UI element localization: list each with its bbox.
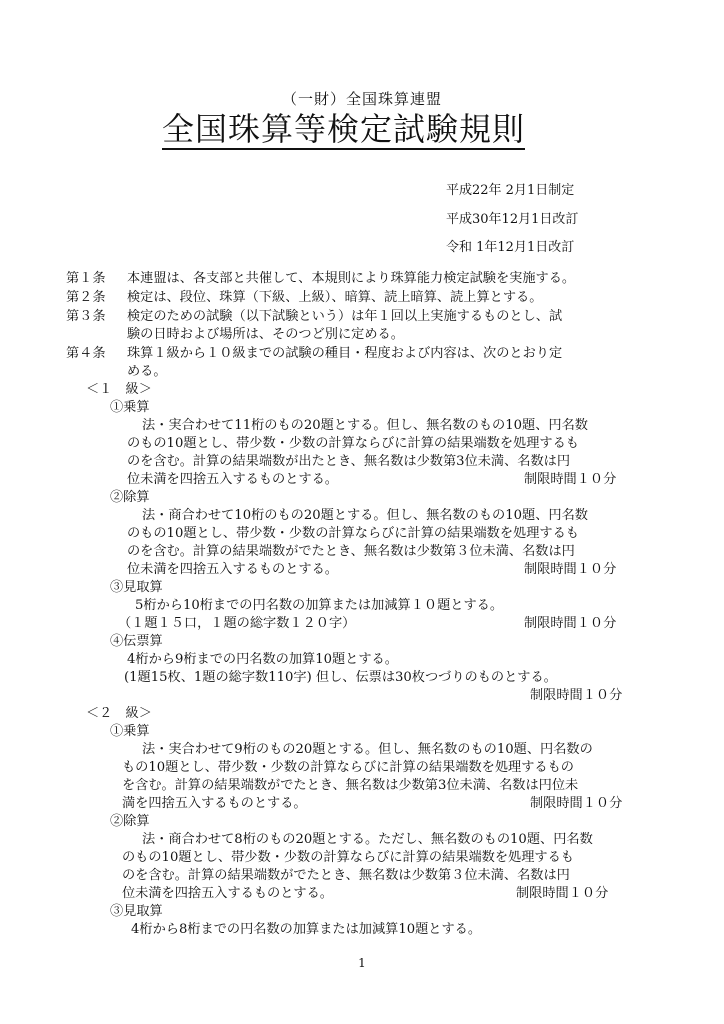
grade1-denpyo-time: 制限時間１０分 xyxy=(530,688,623,703)
grade2-heading: ＜２ 級＞ xyxy=(86,706,152,721)
grade1-heading: ＜１ 級＞ xyxy=(86,382,152,397)
article-3-text-1: 検定のための試験（以下試験という）は年１回以上実施するものとし、試 xyxy=(127,309,563,324)
grade1-denpyo-title: ④伝票算 xyxy=(110,634,163,649)
article-3-text-2: 験の日時および場所は、そのつど別に定める。 xyxy=(127,327,404,342)
grade2-mult-line-3: を含む。計算の結果端数がでたとき、無名数は少数第3位未満、名数は円位未 xyxy=(122,778,579,793)
grade2-div-time: 制限時間１０分 xyxy=(516,886,609,901)
grade2-div-line-3: のを含む。計算の結果端数がでたとき、無名数は少数第３位未満、名数は円 xyxy=(122,868,570,883)
document-title: 全国珠算等検定試験規則 xyxy=(162,110,526,148)
grade2-div-line-4: 位未満を四捨五入するものとする。 xyxy=(122,886,333,901)
grade1-div-line-1: 法・商合わせて10桁のもの20題とする。但し、無名数のもの10題、円名数 xyxy=(142,508,588,523)
grade2-mult-line-4: 満を四捨五入するものとする。 xyxy=(122,796,307,811)
grade2-mult-title: ①乗算 xyxy=(110,724,150,739)
date-revised-1: 平成30年12月1日改訂 xyxy=(446,212,579,227)
grade1-div-line-3: のを含む。計算の結果端数がでたとき、無名数は少数第３位未満、名数は円 xyxy=(127,544,575,559)
article-2-text: 検定は、段位、珠算（下級、上級）、暗算、読上暗算、読上算とする。 xyxy=(127,290,543,305)
grade1-mitori-line-2: （１題１５口，１題の総字数１２０字） xyxy=(118,616,356,631)
grade1-mult-title: ①乗算 xyxy=(110,400,150,415)
grade1-mult-line-3: のを含む。計算の結果端数が出たとき、無名数は少数第3位未満、名数は円 xyxy=(127,454,571,469)
grade1-mult-time: 制限時間１０分 xyxy=(524,472,617,487)
grade2-mult-time: 制限時間１０分 xyxy=(530,796,623,811)
article-4-number: 第４条 xyxy=(66,346,106,361)
grade2-mult-line-1: 法・実合わせて9桁のもの20題とする。但し、無名数のもの10題、円名数の xyxy=(142,742,593,757)
grade1-div-title: ②除算 xyxy=(110,490,150,505)
grade1-denpyo-line-1: 4桁から9桁までの円名数の加算10題とする。 xyxy=(127,652,398,667)
grade2-mitori-line-1: 4桁から8桁までの円名数の加算または加減算10題とする。 xyxy=(131,922,482,937)
grade1-mitori-title: ③見取算 xyxy=(110,580,163,595)
grade2-mult-line-2: もの10題とし、帯少数・少数の計算ならびに計算の結果端数を処理するもの xyxy=(122,760,574,775)
article-1-number: 第１条 xyxy=(66,271,106,286)
grade1-div-time: 制限時間１０分 xyxy=(524,562,617,577)
grade2-div-line-1: 法・商合わせて8桁のもの20題とする。ただし、無名数のもの10題、円名数 xyxy=(142,832,593,847)
grade1-div-line-4: 位未満を四捨五入するものとする。 xyxy=(127,562,338,577)
grade1-mult-line-2: のもの10題とし、帯少数・少数の計算ならびに計算の結果端数を処理するも xyxy=(127,436,579,451)
grade1-mitori-line-1: 5桁から10桁までの円名数の加算または加減算１０題とする。 xyxy=(135,598,504,613)
page-number: 1 xyxy=(358,956,366,970)
article-2-number: 第２条 xyxy=(66,290,106,305)
grade2-mitori-title: ③見取算 xyxy=(110,904,163,919)
grade1-denpyo-line-2: (1題15枚、1題の総字数110字) 但し、伝票は30枚つづりのものとする。 xyxy=(124,670,557,685)
organization-name: （一財）全国珠算連盟 xyxy=(281,90,442,108)
grade1-mult-line-1: 法・実合わせて11桁のもの20題とする。但し、無名数のもの10題、円名数 xyxy=(142,418,588,433)
article-1-text: 本連盟は、各支部と共催して、本規則により珠算能力検定試験を実施する。 xyxy=(127,271,576,286)
article-4-text-1: 珠算１級から１０級までの試験の種目・程度および内容は、次のとおり定 xyxy=(127,346,563,361)
article-4-text-2: める。 xyxy=(127,364,167,379)
date-enacted: 平成22年 2月1日制定 xyxy=(446,183,575,198)
date-revised-2: 令和 1年12月1日改訂 xyxy=(446,240,575,255)
article-3-number: 第３条 xyxy=(66,309,106,324)
grade1-div-line-2: のもの10題とし、帯少数・少数の計算ならびに計算の結果端数を処理するも xyxy=(127,526,579,541)
grade1-mitori-time: 制限時間１０分 xyxy=(524,616,617,631)
grade1-mult-line-4: 位未満を四捨五入するものとする。 xyxy=(127,472,338,487)
grade2-div-line-2: のもの10題とし、帯少数・少数の計算ならびに計算の結果端数を処理するも xyxy=(122,850,574,865)
grade2-div-title: ②除算 xyxy=(110,814,150,829)
